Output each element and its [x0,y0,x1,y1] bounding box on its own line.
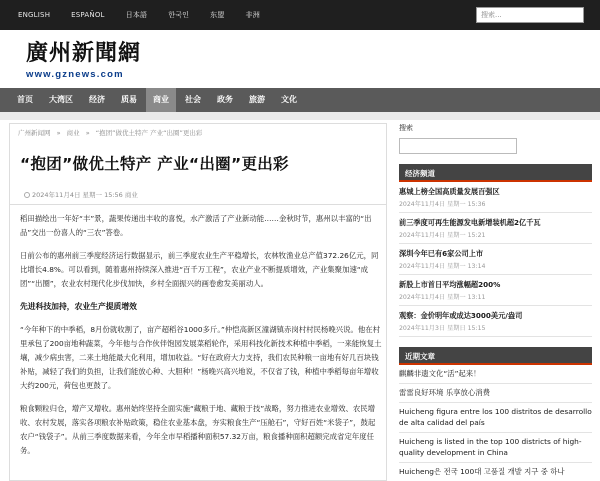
sidebar-search-input[interactable] [399,138,517,154]
news-title[interactable]: 深圳今年已有6家公司上市 [399,249,484,258]
news-title[interactable]: 观察：金价明年或成达3000美元/盎司 [399,311,523,320]
recent-link[interactable]: Huicheng은 전국 100대 고품질 개발 지구 중 하나 [399,463,592,481]
clock-icon [24,192,30,198]
nav-business[interactable]: 商业 [146,88,176,112]
section-heading: 先进科技加持，农业生产提质增效 [20,302,137,311]
news-date: 2024年11月4日 星期一 13:11 [399,294,486,301]
article-date: 2024年11月4日 星期一 15:56 商业 [32,191,138,199]
top-search-input[interactable]: 搜索... [476,7,584,23]
list-item[interactable] [399,275,592,306]
list-item[interactable] [399,182,592,213]
news-title[interactable]: 新股上市首日平均涨幅超200% [399,280,501,289]
news-title[interactable]: 前三季度可再生能源发电新增装机超2亿千瓦 [399,218,541,227]
divider [9,204,387,205]
news-date: 2024年11月4日 星期一 13:14 [399,263,486,270]
nav-tourism[interactable]: 旅游 [249,95,265,104]
recent-link[interactable]: Huicheng figura entre los 100 distritos de desarrollo de alta calidad del país [399,403,592,433]
logo-name: 廣州新聞網 [26,40,142,66]
breadcrumb-sep: » [85,129,90,137]
breadcrumb [18,128,206,137]
list-item[interactable] [399,244,592,275]
nav-trade[interactable]: 质易 [121,95,137,104]
lang-espanol[interactable]: ESPAÑOL [71,11,105,19]
news-title[interactable]: 惠城上榜全国高质量发展百强区 [399,187,500,196]
sidebar-search-label: 搜索 [399,124,413,132]
recent-link[interactable]: 麒麟非遗文化“活”起来！ [399,365,592,384]
nav-government[interactable]: 政务 [217,95,233,104]
lang-korean[interactable]: 한국인 [168,11,190,19]
site-logo[interactable] [26,36,141,80]
nav-culture[interactable]: 文化 [281,95,297,104]
economy-heading: 经济频道 [399,164,592,182]
news-date: 2024年11月4日 星期一 15:21 [399,232,486,239]
language-menu [18,0,281,30]
breadcrumb-business[interactable]: 商业 [66,129,80,137]
nav-subbar [0,112,600,120]
nav-greater-bay[interactable]: 大湾区 [49,95,73,104]
breadcrumb-home[interactable]: 广州新闻网 [18,129,51,137]
list-item[interactable] [399,213,592,244]
recent-link[interactable]: 雷雷良好环境 乐享放心消费 [399,384,592,403]
article-meta [24,190,138,199]
logo-url: www.gznews.com [26,69,124,80]
top-bar [0,0,600,30]
recent-section [399,347,592,481]
recent-link[interactable]: Huicheng is listed in the top 100 districts of high-quality development in China [399,433,592,463]
nav-society[interactable]: 社会 [185,95,201,104]
paragraph: 稻田描绘出一年好“丰”景，蔬果传递出丰收的喜悦，水产激活了产业新动能……金秋时节，惠州以丰富的“出品”交出一份喜人的“三农”答卷。 [20,214,372,237]
news-date: 2024年11月3日 星期日 15:15 [399,325,486,332]
recent-heading: 近期文章 [399,347,592,365]
list-item[interactable] [399,306,592,337]
lang-asean[interactable]: 东盟 [210,11,225,19]
lang-english[interactable]: ENGLISH [18,11,51,19]
lang-japanese[interactable]: 日本語 [125,11,148,19]
economy-section [399,164,592,337]
lang-africa[interactable]: 非洲 [245,11,260,19]
paragraph: 粮食颗粒归仓，增产又增收。惠州始终坚持全面实施“藏粮于地、藏粮于技”战略，努力推进农业增效、农民增收、农村发展，落实各项粮农补贴政策，稳住农业基本盘，夯实粮食生产“压舱石”，守好百姓“米袋子”，鼓起农户“钱袋子”。从前三季度数据来看，今年全市早稻播种面积57.32万亩，粮食播种面积超额完成省定年度任务。 [20,404,376,455]
paragraph: 日前公布的惠州前三季度经济运行数据显示，前三季度农业生产平稳增长，农林牧渔业总产值372.26亿元，同比增长4.8%。可以看到，随着惠州持续深入推进“百千万工程”，农业产业不断提质增效，产业集聚加速“成团”“出圈”，农业农村现代化步伐加快，乡村全面振兴的画卷愈发美丽动人。 [20,251,379,288]
sidebar [399,123,592,481]
paragraph: “今年种下的中季稻，8月份就收割了，亩产超稻谷1000多斤。”仲恺高新区潼湖镇赤岗村村民杨晚兴说。他在村里承包了200亩地种蔬菜，今年他与合作伙伴饱园发展菜稻轮作，采用科技化新技术种植中季稻，一来能恢复土壤，减少病虫害，二来土地能最大化利用，增加收益。“好在政府大力支持，我们农民种粮一亩地有好几百块钱补贴，减轻了我们的负担，让我们能放心种、大胆种！”杨晚兴高兴地说，不仅省了钱，种植中季稻每亩年增收大约200元，荷包也更鼓了。 [20,325,382,390]
nav-economy[interactable]: 经济 [89,95,105,104]
article-title: “抱团”做优土特产 产业“出圈”更出彩 [20,155,289,173]
main-nav [0,88,600,112]
breadcrumb-current: “抱团”做优土特产 产业“出圈”更出彩 [95,129,203,137]
news-date: 2024年11月4日 星期一 15:36 [399,201,486,208]
nav-home[interactable]: 首页 [17,95,33,104]
breadcrumb-sep: » [56,129,61,137]
article-body [20,212,382,467]
